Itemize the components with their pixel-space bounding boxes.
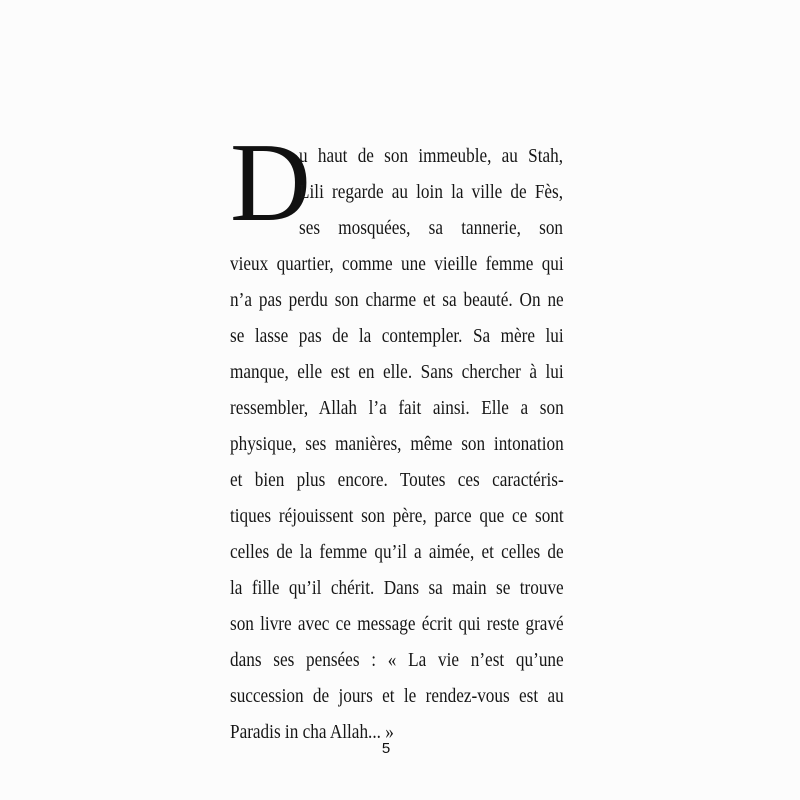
- text-line: et bien plus encore. Toutes ces caractéris-: [230, 469, 564, 491]
- text-line: manque, elle est en elle. Sans chercher à lui: [230, 361, 564, 383]
- text-line: celles de la femme qu’il a aimée, et celles de: [230, 541, 564, 563]
- text-line: ses mosquées, sa tannerie, son: [299, 217, 564, 239]
- text-line: n’a pas perdu son charme et sa beauté. On ne: [230, 289, 564, 311]
- text-line: tiques réjouissent son père, parce que ce sont: [230, 505, 564, 527]
- text-line: Lili regarde au loin la ville de Fès,: [299, 181, 564, 203]
- text-line: ressembler, Allah l’a fait ainsi. Elle a son: [230, 397, 564, 419]
- text-line: se lasse pas de la contempler. Sa mère lui: [230, 325, 564, 347]
- page-number: 5: [381, 740, 391, 757]
- text-line: son livre avec ce message écrit qui reste gravé: [230, 613, 564, 635]
- text-line: vieux quartier, comme une vieille femme qui: [230, 253, 564, 275]
- text-line: la fille qu’il chérit. Dans sa main se trouve: [230, 577, 564, 599]
- text-line: physique, ses manières, même son intonation: [230, 433, 564, 455]
- text-line: dans ses pensées : « La vie n’est qu’une: [230, 649, 564, 671]
- text-line: succession de jours et le rendez-vous est au: [230, 685, 564, 707]
- text-line: u haut de son immeuble, au Stah,: [299, 145, 564, 167]
- text-line-last: Paradis in cha Allah... »: [230, 721, 394, 743]
- drop-cap: D: [230, 121, 311, 245]
